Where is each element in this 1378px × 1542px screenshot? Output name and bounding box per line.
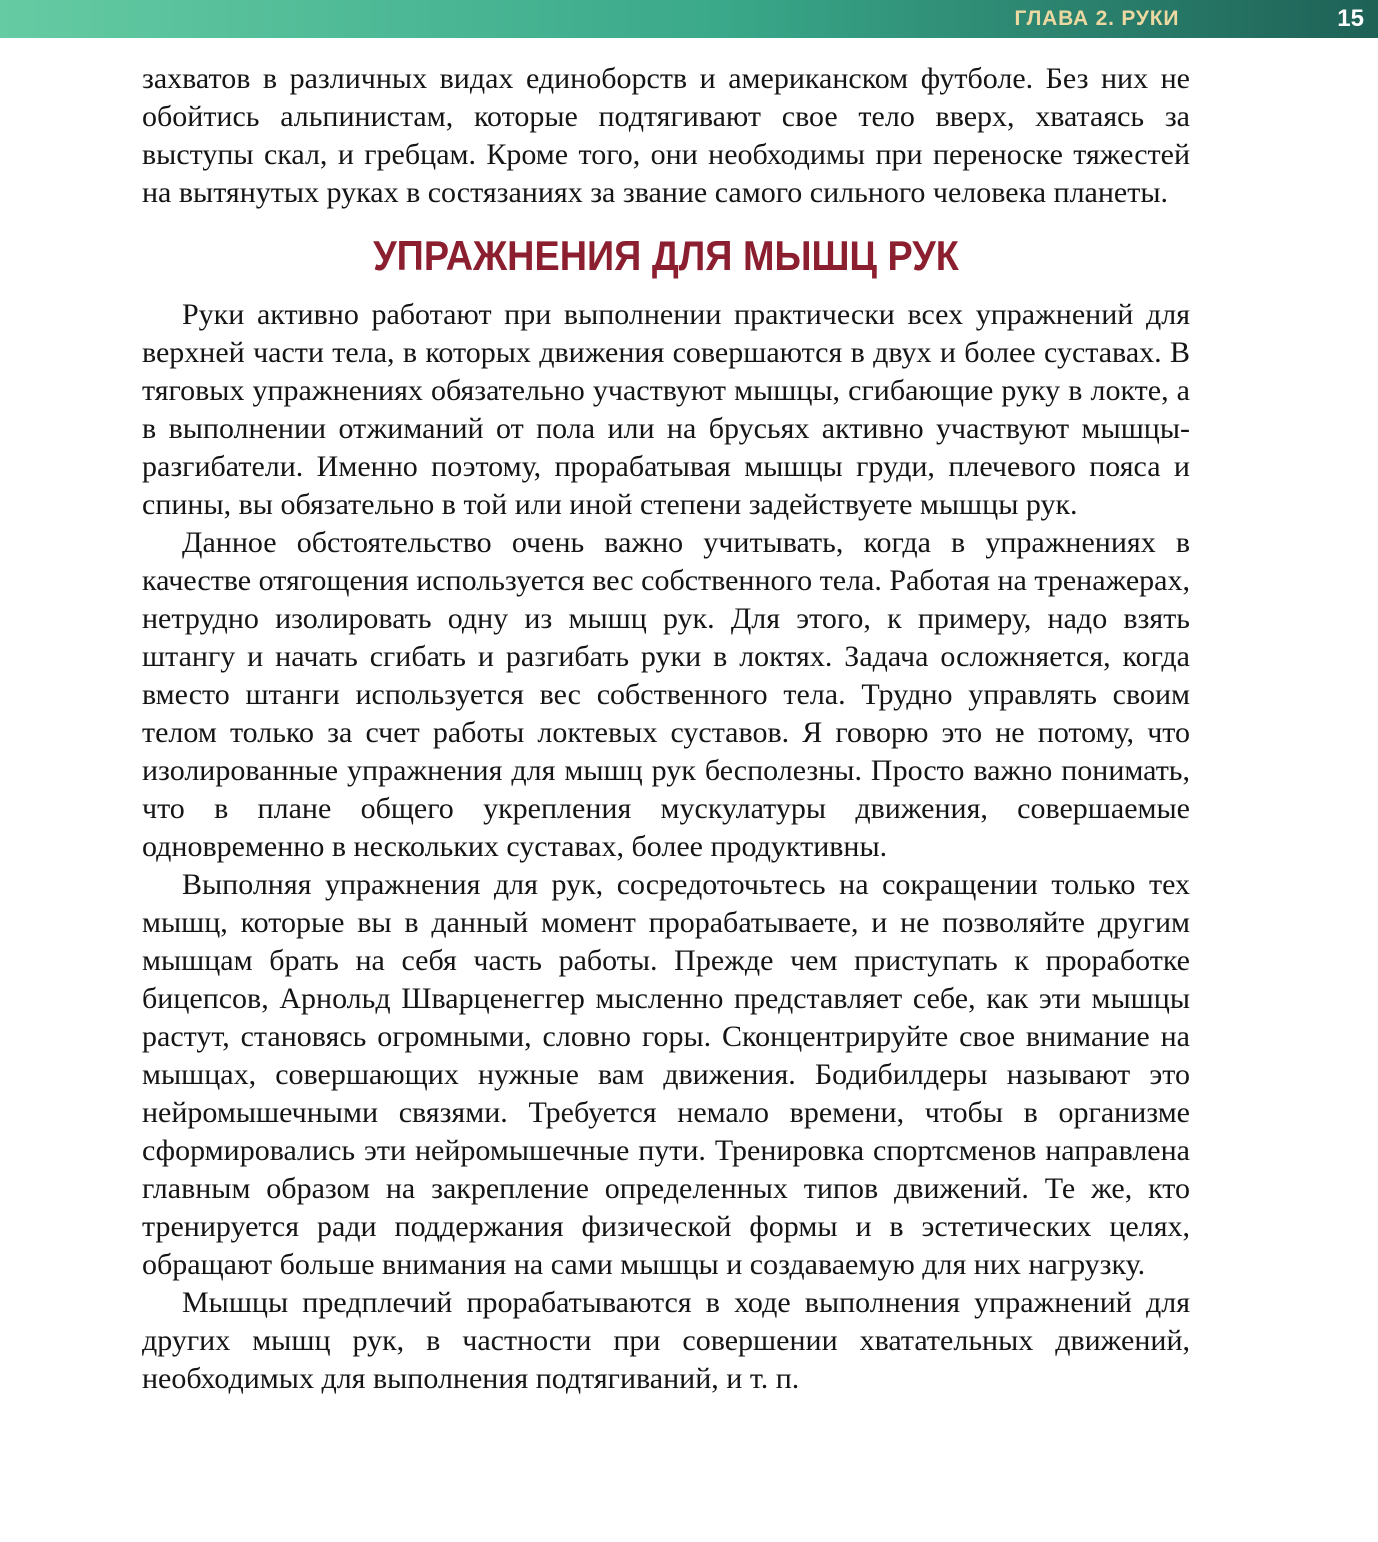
- intro-paragraph: захватов в различных видах единоборств и американском футболе. Без них не обойтись альпинистам, которые подтягивают свое тело вверх, хватаясь за выступы скал, и гребцам. Кроме того, они необходимы при переноске тяжестей на вытянутых руках в состязаниях за звание самого сильного человека планеты.: [142, 62, 1190, 209]
- body-paragraph: Мышцы предплечий прорабатываются в ходе выполнения упражнений для других мышц рук, в частности при совершении хватательных движений, необходимых для выполнения подтягиваний, и т. п.: [142, 1286, 1190, 1395]
- chapter-label: ГЛАВА 2. РУКИ: [1014, 7, 1180, 30]
- body-paragraph: Руки активно работают при выполнении практически всех упражнений для верхней части тела, в которых движения совершаются в двух и более суставах. В тяговых упражнениях обязательно участвуют мышцы, сгибающие руку в локте, а в выполнении отжиманий от пола или на брусьях активно участвуют мышцы-разгибатели. Именно поэтому, прорабатывая мышцы груди, плечевого пояса и спины, вы обязательно в той или иной степени задействуете мышцы рук.: [142, 298, 1190, 521]
- page-body: [0, 38, 1378, 1398]
- page-number: 15: [1337, 5, 1364, 32]
- body-paragraph: Выполняя упражнения для рук, сосредоточьтесь на сокращении только тех мышц, которые вы в данный момент прорабатываете, и не позволяйте другим мышцам брать на себя часть работы. Прежде чем приступать к проработке бицепсов, Арнольд Шварценеггер мысленно представляет себе, как эти мышцы растут, становясь огромными, словно горы. Сконцентрируйте свое внимание на мышцах, совершающих нужные вам движения. Бодибилдеры называют это нейромышечными связями. Требуется немало времени, чтобы в организме сформировались эти нейромышечные пути. Тренировка спортсменов направлена главным образом на закрепление определенных типов движений. Те же, кто тренируется ради поддержания физической формы и в эстетических целях, обращают больше внимания на сами мышцы и создаваемую для них нагрузку.: [142, 868, 1190, 1281]
- running-head: [0, 0, 1378, 38]
- body-paragraph: Данное обстоятельство очень важно учитывать, когда в упражнениях в качестве отягощения используется вес собственного тела. Работая на тренажерах, нетрудно изолировать одну из мышц рук. Для этого, к примеру, надо взять штангу и начать сгибать и разгибать руки в локтях. Задача осложняется, когда вместо штанги используется вес собственного тела. Трудно управлять своим телом только за счет работы локтевых суставов. Я говорю это не потому, что изолированные упражнения для мышц рук бесполезны. Просто важно понимать, что в плане общего укрепления мускулатуры движения, совершаемые одновременно в нескольких суставах, более продуктивны.: [142, 526, 1190, 863]
- section-heading: УПРАЖНЕНИЯ ДЛЯ МЫШЦ РУК: [373, 232, 959, 279]
